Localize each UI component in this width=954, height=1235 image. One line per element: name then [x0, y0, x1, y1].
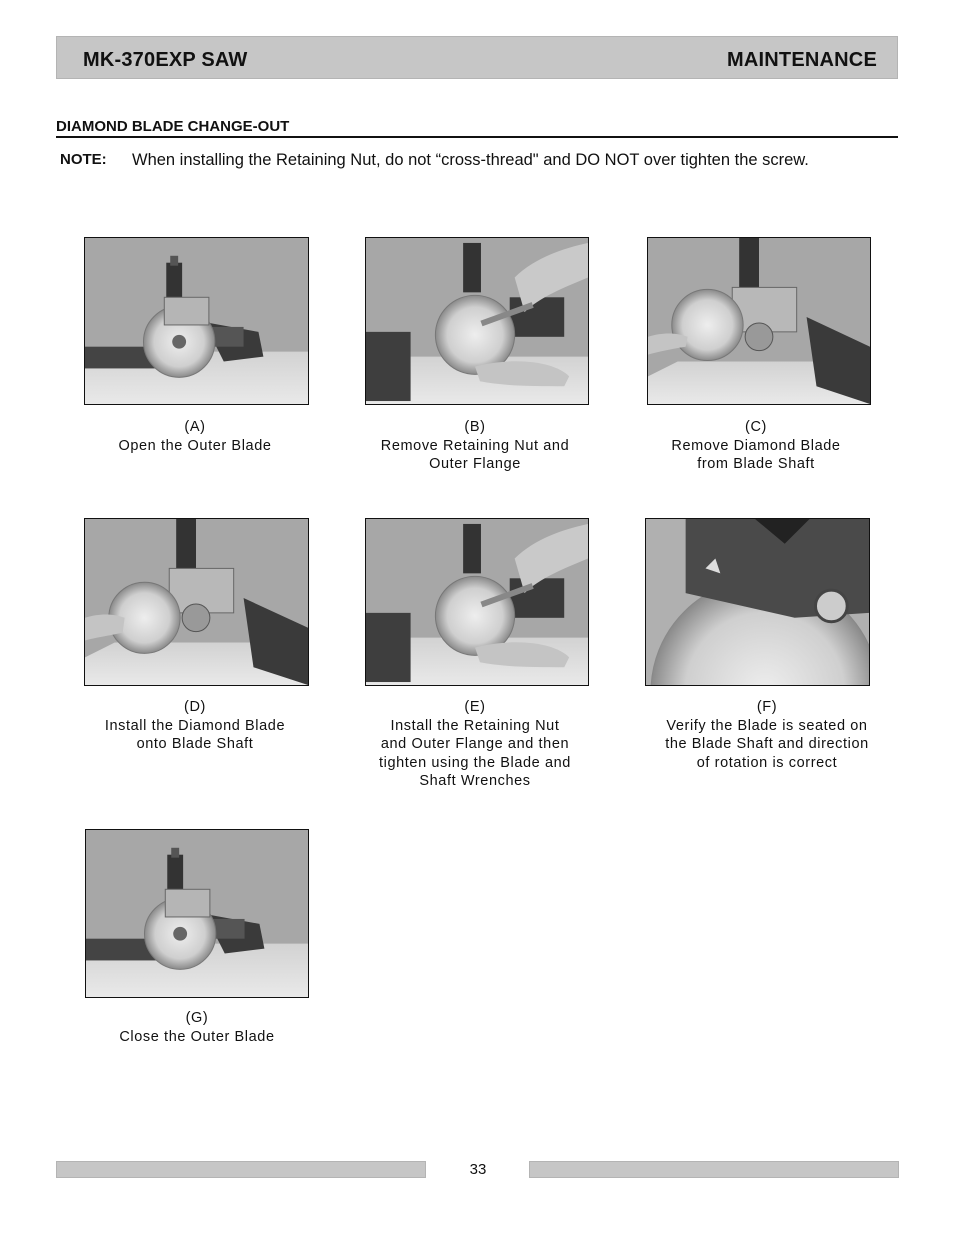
note-text: When installing the Retaining Nut, do not “cross-thread" and DO NOT over tighten the screw. [132, 151, 809, 169]
step-line: from Blade Shaft [697, 456, 815, 472]
saw-blade-guard-photo-icon [85, 829, 309, 998]
step-line: Remove Retaining Nut and [380, 437, 570, 454]
step-letter: (B) [464, 419, 486, 435]
caption-step-b [355, 418, 595, 474]
section-title: DIAMOND BLADE CHANGE-OUT [56, 118, 898, 138]
document-title: MK-370EXP SAW [83, 49, 248, 71]
blade-closeup-photo-icon [645, 518, 870, 686]
saw-blade-removal-photo-icon [647, 237, 871, 405]
step-line: onto Blade Shaft [136, 736, 254, 752]
step-line: the Blade Shaft and direction [665, 736, 869, 752]
step-letter: (C) [745, 419, 767, 435]
step-line: Install the Retaining Nut [390, 717, 560, 734]
step-line: and Outer Flange and then [380, 736, 570, 752]
caption-step-c [636, 418, 876, 474]
saw-wrench-photo-icon [365, 237, 589, 405]
saw-blade-guard-photo-icon [84, 237, 309, 405]
footer-bar-right [529, 1161, 899, 1178]
caption-step-g [77, 1009, 317, 1046]
step-line: tighten using the Blade and [379, 754, 571, 771]
step-letter: (G) [185, 1010, 209, 1026]
caption-step-e [355, 698, 595, 791]
step-letter: (D) [184, 699, 206, 715]
step-line: Shaft Wrenches [419, 773, 531, 789]
caption-step-f [647, 698, 887, 772]
step-line: Verify the Blade is seated on [666, 717, 868, 734]
step-line: of rotation is correct [696, 754, 838, 771]
note-label: NOTE: [60, 151, 107, 168]
footer-bar-left [56, 1161, 426, 1178]
saw-blade-install-photo-icon [84, 518, 309, 686]
step-line: Open the Outer Blade [118, 437, 272, 454]
caption-step-a [75, 418, 315, 455]
step-line: Outer Flange [429, 456, 521, 472]
step-line: Remove Diamond Blade [671, 437, 841, 454]
saw-wrench-photo-icon [365, 518, 589, 686]
caption-step-d [75, 698, 315, 754]
step-line: Close the Outer Blade [119, 1028, 275, 1045]
step-line: Install the Diamond Blade [104, 717, 286, 734]
section-heading: MAINTENANCE [727, 49, 877, 71]
step-letter: (F) [756, 699, 778, 715]
page-number: 33 [469, 1161, 487, 1178]
header-bar [56, 36, 898, 79]
step-letter: (E) [464, 699, 486, 715]
step-letter: (A) [184, 419, 206, 435]
